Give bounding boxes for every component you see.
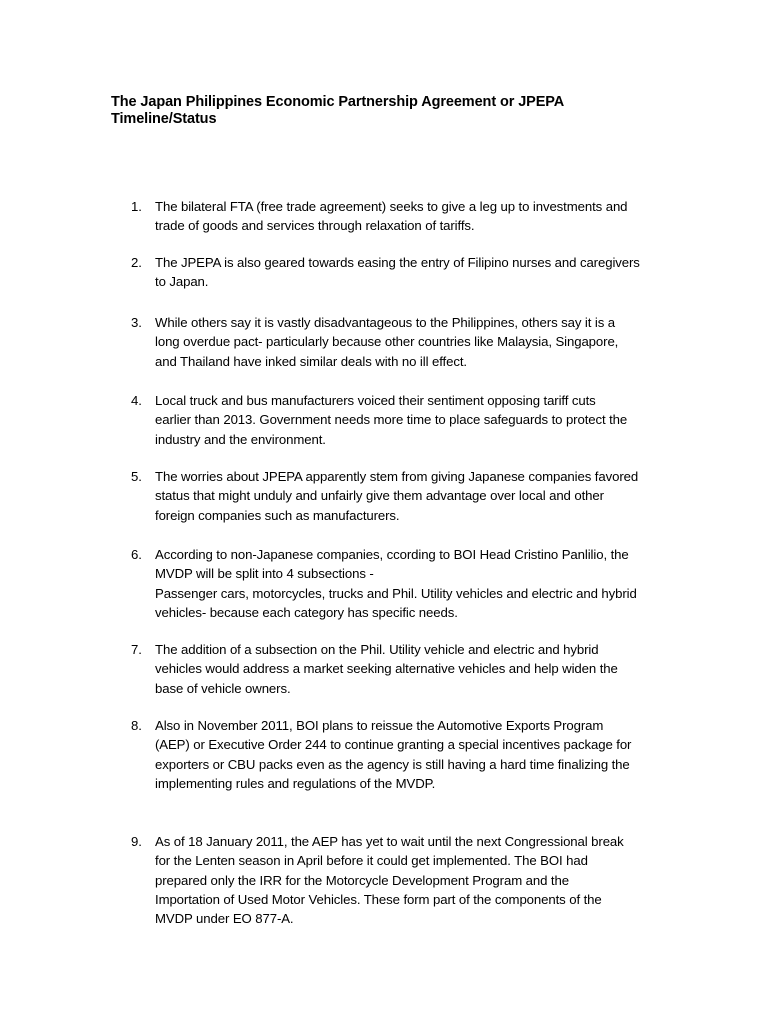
text-line: industry and the environment.	[155, 431, 326, 447]
text-line: While others say it is vastly disadvantageous to the Philippines, others say it is a	[155, 315, 615, 330]
text-line: Importation of Used Motor Vehicles. These form part of the components of the	[155, 891, 602, 907]
list-item-text	[155, 313, 667, 371]
list-item-text	[155, 716, 667, 793]
list-item-text	[155, 467, 667, 525]
list-item-number: 8.	[131, 718, 142, 733]
document-title	[111, 94, 671, 128]
list-item-number: 6.	[131, 547, 142, 562]
list-item-number: 4.	[131, 393, 142, 408]
list-item-text	[155, 545, 667, 622]
text-line: The addition of a subsection on the Phil. Utility vehicle and electric and hybrid	[155, 642, 599, 657]
list-item-number: 3.	[131, 315, 142, 330]
text-line: to Japan.	[155, 274, 209, 290]
text-line: status that might unduly and unfairly give them advantage over local and other	[155, 488, 604, 504]
text-line: As of 18 January 2011, the AEP has yet to wait until the next Congressional break	[155, 834, 624, 849]
text-line: foreign companies such as manufacturers.	[155, 507, 400, 523]
title-line: Timeline/Status	[111, 111, 217, 127]
text-line: vehicles- because each category has specific needs.	[155, 604, 458, 620]
text-line: Also in November 2011, BOI plans to reissue the Automotive Exports Program	[155, 718, 604, 733]
list-item-number: 1.	[131, 199, 142, 214]
text-line: prepared only the IRR for the Motorcycle Development Program and the	[155, 872, 569, 888]
list-item-text	[155, 640, 667, 698]
text-line: long overdue pact- particularly because other countries like Malaysia, Singapore,	[155, 334, 619, 350]
text-line: for the Lenten season in April before it could get implemented. The BOI had	[155, 853, 588, 869]
text-line: According to non-Japanese companies, ccording to BOI Head Cristino Panlilio, the	[155, 547, 629, 562]
text-line: exporters or CBU packs even as the agency is still having a hard time finalizing the	[155, 756, 630, 772]
list-item-text	[155, 832, 667, 928]
list-item-number: 5.	[131, 469, 142, 484]
list-item-number: 9.	[131, 834, 142, 849]
text-line: The JPEPA is also geared towards easing the entry of Filipino nurses and caregivers	[155, 255, 640, 270]
text-line: implementing rules and regulations of the MVDP.	[155, 775, 436, 791]
text-line: earlier than 2013. Government needs more time to place safeguards to protect the	[155, 412, 628, 428]
text-line: The worries about JPEPA apparently stem from giving Japanese companies favored	[155, 469, 639, 484]
list-item-text	[155, 391, 667, 449]
text-line: vehicles would address a market seeking alternative vehicles and help widen the	[155, 661, 618, 677]
title-line: The Japan Philippines Economic Partnership Agreement or JPEPA	[111, 94, 565, 110]
text-line: The bilateral FTA (free trade agreement) seeks to give a leg up to investments and	[155, 199, 628, 214]
text-line: trade of goods and services through relaxation of tariffs.	[155, 218, 475, 234]
text-line: MVDP under EO 877-A.	[155, 911, 294, 927]
text-line: Local truck and bus manufacturers voiced their sentiment opposing tariff cuts	[155, 393, 596, 408]
text-line: (AEP) or Executive Order 244 to continue granting a special incentives package for	[155, 737, 632, 753]
list-item-number: 7.	[131, 642, 142, 657]
list-item-text	[155, 253, 667, 292]
list-item-text	[155, 197, 667, 236]
list-item-number: 2.	[131, 255, 142, 270]
text-line: base of vehicle owners.	[155, 680, 291, 696]
text-line: Passenger cars, motorcycles, trucks and Phil. Utility vehicles and electric and hybrid	[155, 585, 637, 601]
text-line: and Thailand have inked similar deals with no ill effect.	[155, 353, 467, 369]
text-line: MVDP will be split into 4 subsections -	[155, 566, 374, 582]
